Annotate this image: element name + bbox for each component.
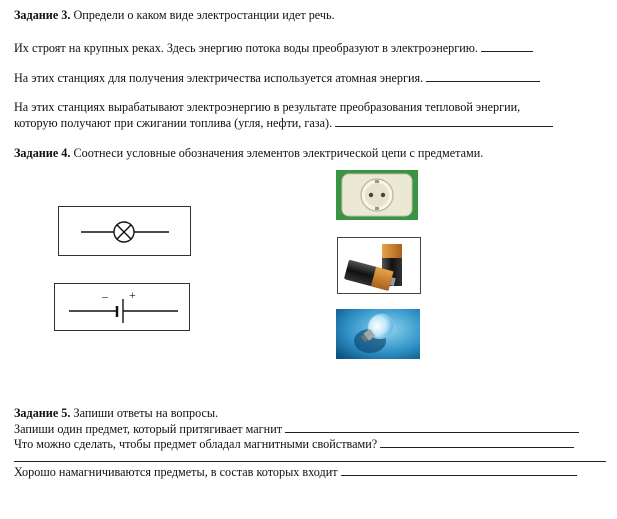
task5-question-1 <box>14 421 579 436</box>
task5-question-2 <box>14 436 574 451</box>
battery-plus-sign: + <box>129 288 136 302</box>
task4-label: Задание 4. <box>14 146 71 160</box>
lightbulb-image[interactable] <box>336 309 420 359</box>
task5-q2-text: Что можно сделать, чтобы предмет обладал магнитными свойствами? <box>14 437 378 451</box>
task3-q1-text: Их строят на крупных реках. Здесь энергию потока воды преобразуют в электроэнергию. <box>14 41 478 55</box>
task3-label: Задание 3. <box>14 8 71 22</box>
answer-blank[interactable] <box>426 70 540 82</box>
task3-title: Определи о каком виде электростанции идет речь. <box>73 8 335 22</box>
answer-blank[interactable] <box>285 421 579 433</box>
task3-question-3-line2 <box>14 115 553 130</box>
lamp-symbol-icon <box>59 207 190 255</box>
answer-blank[interactable] <box>335 115 553 127</box>
answer-line[interactable] <box>14 461 606 462</box>
task5-label: Задание 5. <box>14 406 71 420</box>
task5-q1-text: Запиши один предмет, который притягивает магнит <box>14 422 283 436</box>
task3-q3-text-1: На этих станциях вырабатывают электроэнергию в результате преобразования тепловой энергии, <box>14 100 521 114</box>
socket-icon <box>336 170 418 220</box>
battery-minus-sign: – <box>102 289 108 303</box>
answer-blank[interactable] <box>481 40 533 52</box>
task5-heading <box>14 406 218 420</box>
task5-title: Запиши ответы на вопросы. <box>73 406 219 420</box>
task5-question-3 <box>14 464 577 479</box>
task3-q2-text: На этих станциях для получения электричества используется атомная энергия. <box>14 71 424 85</box>
task3-question-2 <box>14 70 540 85</box>
task3-q3-text-2: которую получают при сжигании топлива (угля, нефти, газа). <box>14 116 333 130</box>
socket-image[interactable] <box>336 170 418 220</box>
answer-blank[interactable] <box>341 464 577 476</box>
task3-question-1 <box>14 40 533 55</box>
battery-symbol-icon <box>55 284 189 330</box>
task4-title: Соотнеси условные обозначения элементов электрической цепи с предметами. <box>73 146 484 160</box>
lightbulb-icon <box>336 309 420 359</box>
lamp-symbol-box[interactable] <box>58 206 191 256</box>
task4-heading <box>14 146 483 160</box>
batteries-icon <box>338 238 420 293</box>
answer-blank[interactable] <box>380 436 574 448</box>
battery-symbol-box[interactable] <box>54 283 190 331</box>
task3-question-3-line1 <box>14 100 520 114</box>
task3-heading <box>14 8 335 22</box>
batteries-image[interactable] <box>337 237 421 294</box>
task5-q3-text: Хорошо намагничиваются предметы, в состав которых входит <box>14 465 338 479</box>
